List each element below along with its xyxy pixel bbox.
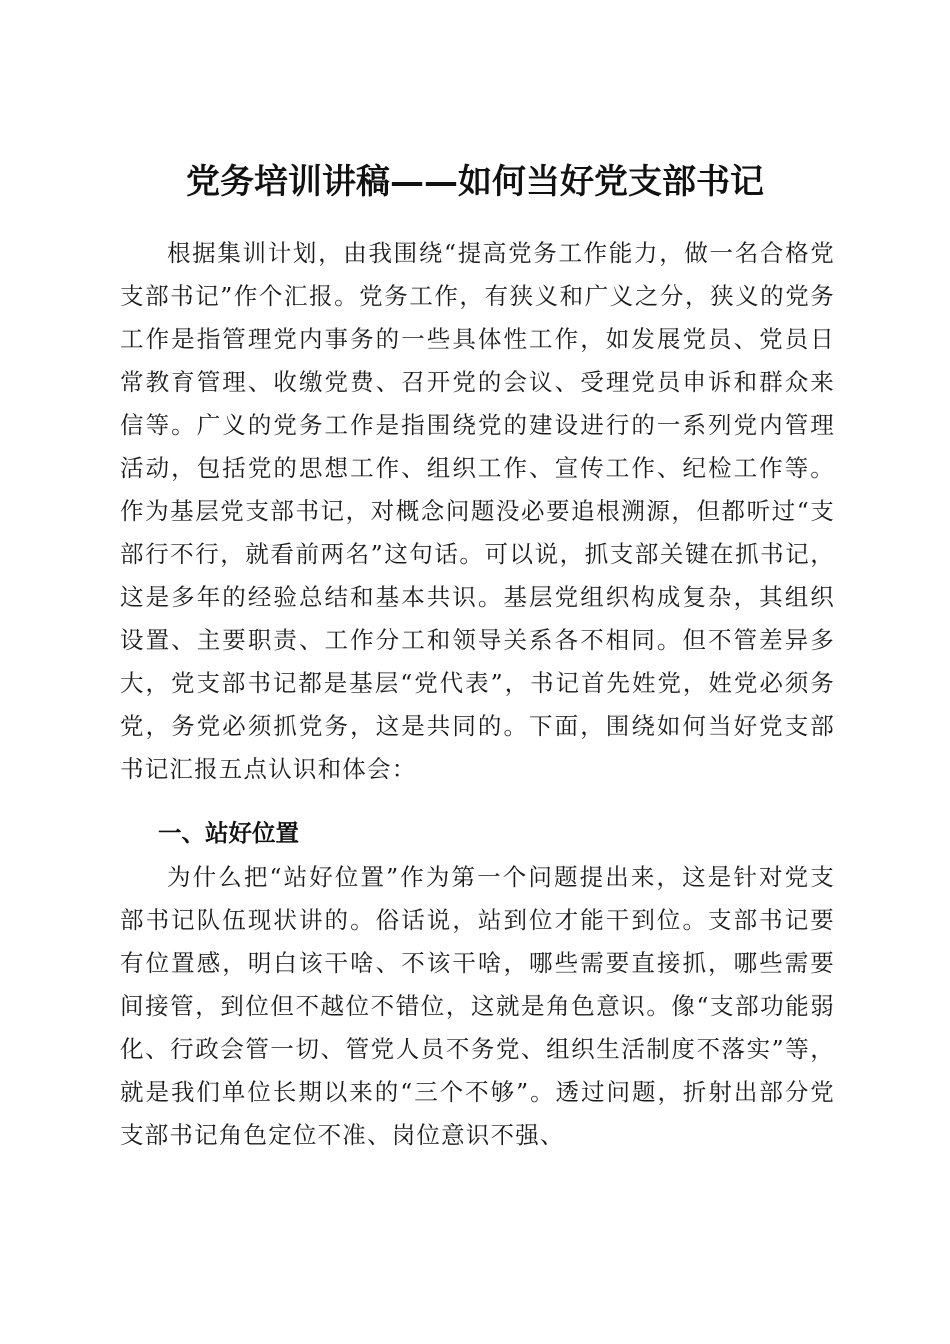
section-heading-1: 一、站好位置 <box>158 819 299 847</box>
document-title: 党务培训讲稿——如何当好党支部书记 <box>186 161 764 202</box>
body-paragraph-section-1: 为什么把“站好位置”作为第一个问题提出来，这是针对党支部书记队伍现状讲的。俗话说，站到位才能干到位。支部书记要有位置感，明白该干啥、不该干啥，哪些需要直接抓，哪些需要间接管，到位但不越位不错位，这就是角色意识。像“支部功能弱化、行政会管一切、管党人员不务党、组织生活制度不落实”等，就是我们单位长期以来的“三个不够”。透过问题，折射出部分党支部书记角色定位不准、岗位意识不强、 <box>120 863 835 1149</box>
body-paragraph-intro: 根据集训计划，由我围绕“提高党务工作能力，做一名合格党支部书记”作个汇报。党务工作，有狭义和广义之分，狭义的党务工作是指管理党内事务的一些具体性工作，如发展党员、党员日常教育管理、收缴党费、召开党的会议、受理党员申诉和群众来信等。广义的党务工作是指围绕党的建设进行的一系列党内管理活动，包括党的思想工作、组织工作、宣传工作、纪检工作等。作为基层党支部书记，对概念问题没必要追根溯源，但都听过“支部行不行，就看前两名”这句话。可以说，抓支部关键在抓书记，这是多年的经验总结和基本共识。基层党组织构成复杂，其组织设置、主要职责、工作分工和领导关系各不相同。但不管差异多大，党支部书记都是基层“党代表”，书记首先姓党，姓党必须务党，务党必须抓党务，这是共同的。下面，围绕如何当好党支部书记汇报五点认识和体会： <box>120 239 835 783</box>
